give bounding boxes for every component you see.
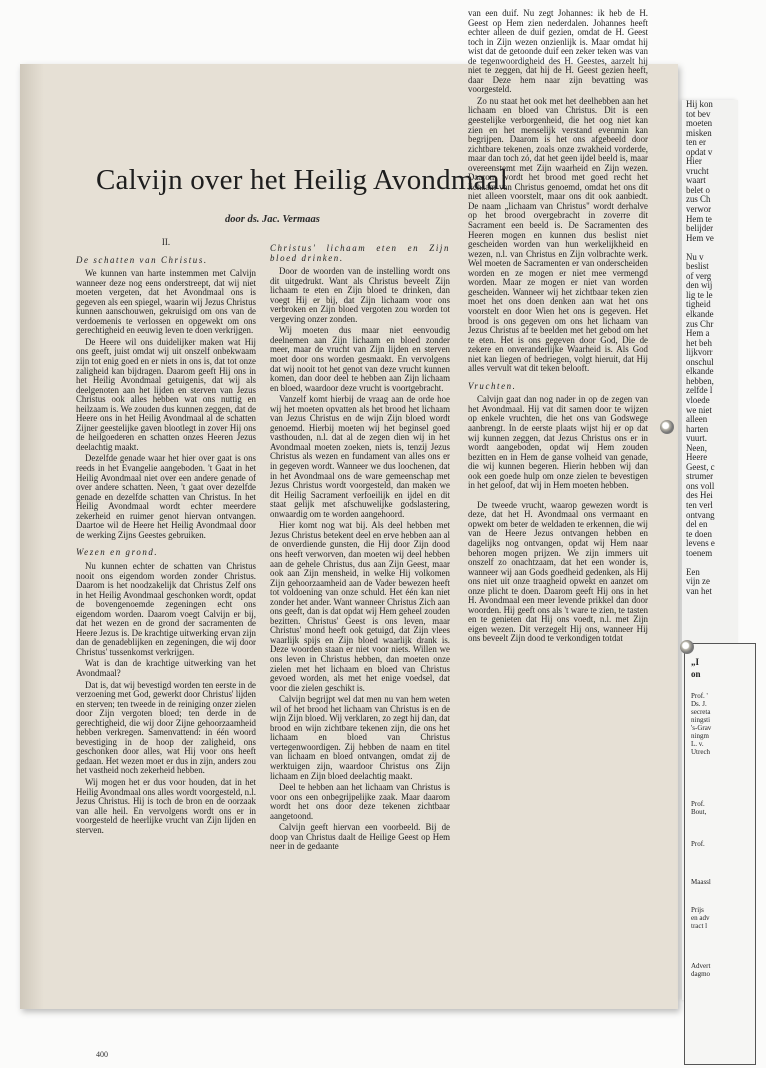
adjacent-line: Heere (686, 452, 708, 463)
adjacent-page-text (686, 100, 766, 596)
adjacent-line: ten verl (686, 499, 713, 510)
notice-line: „I (691, 657, 700, 667)
paragraph: Nu kunnen echter de schatten van Christus nooit ons eigendom worden zonder Christus. Daarom is het noodzakelijk dat Christus Zelf ons in het Heilig Avondmaal geschonken wordt, opdat de bovengenoemde zegeningen echt ons eigendom worden. Daarom voegt Calvijn er bij, dat het wezen en de grond der sacramenten de Heere Jezus is. De krachtige uitwerking ervan zijn dan de genadeblijken en zegeningen, die wij door Christus' tussenkomst verkrijgen. (76, 560, 256, 657)
adjacent-line: del en (686, 519, 708, 530)
subheading: Wezen en grond. (76, 547, 159, 558)
notice-line: Prof. ' (691, 692, 708, 700)
paragraph: Hier komt nog wat bij. Als deel hebben met Jezus Christus betekent deel en erve hebben aan al de onverdiende gunsten, die Hij door Zijn dood ons heeft verworven, dan moeten wij deel hebben aan de gehele Christus, dus aan Zijn Geest, maar ook aan Zijn mensheid, in welke Hij volkomen Zijn gehoorzaamheid aan de Vader bewezen heeft tot voldoening van onze schuld. Het één kan niet zonder het ander. Want wanneer Christus Zich aan ons geeft, dan is dat opdat wij Hem geheel zouden bezitten. Christus' Geest is ons leven, maar Christus' mond heeft ook getuigd, dat Zijn vlees waarlijk spijs en Zijn bloed waarlijk drank is. Deze woorden staan er niet voor niets. Willen we ons leven in Christus hebben, dan moeten onze zielen met het lichaam en bloed van Christus gevoed worden, als met het enige voedsel, dat voor die zielen geschikt is. (270, 520, 450, 693)
text-column-2 (270, 236, 450, 854)
paragraph: Door de woorden van de instelling wordt ons dit uitgedrukt. Want als Christus beveelt Zijn lichaam te eten en Zijn bloed te drinken, dan voegt Hij er bij, dat Zijn lichaam voor ons verbroken en Zijn bloed vergoten zou worden tot vergeving onzer zonden. (270, 266, 450, 324)
text-column-3 (468, 9, 648, 646)
paragraph: De Heere wil ons duidelijker maken wat Hij ons geeft, juist omdat wij uit onszelf onbekwaam zijn tot enig goed en er niets in ons is, dat tot onze zaligheid kan bijdragen. Daarom geeft Hij ons in het Heilig Avondmaal getuigenis, dat wij als deelgenoten aan het lijden en sterven van Jezus Christus ook alles hebben wat ons nuttig en heilzaam is. We zouden dus kunnen zeggen, dat de Heere ons in het Heilig Avondmaal al de schatten Zijner geestelijke gaven blootlegt in zover Hij ons de heilgoederen en schatten onzes Heeren Jezus deelachtig maakt. (76, 336, 257, 452)
adjacent-line: harten (686, 423, 709, 434)
paragraph: Dezelfde genade waar het hier over gaat is ons reeds in het Evangelie aangeboden. 't Gaat in het Heilig Avondmaal niet over een andere genade of over andere schatten. Neen, 't gaat over dezelfde genade en dezelfde schatten van Christus. In het Heilig Avondmaal wordt echter meerdere zekerheid en ruimer genot hiervan ontvangen. Daartoe wil de Heere het Heilig Avondmaal door de werking Zijns Geestes gebruiken. (76, 453, 256, 540)
notice-line: 's-Grav (691, 724, 712, 732)
notice-line: Maassl (691, 878, 711, 886)
adjacent-line: beslist (686, 261, 709, 272)
paragraph: Wij mogen het er dus voor houden, dat in het Heilig Avondmaal ons alles wordt voorgesteld, n.l. Jezus Christus. Hij is toch de bron en de oorzaak van alle heil. En vervolgens wordt ons er in voorgesteld de heerlijke vrucht van Zijn lijden en sterven. (76, 776, 256, 835)
magazine-page (20, 8, 678, 1059)
paragraph: Wat is dan de krachtige uitwerking van het Avondmaal? (76, 658, 256, 678)
text-column-1 (76, 230, 256, 837)
page-number: 400 (96, 1050, 108, 1059)
adjacent-line: toenem (686, 547, 713, 558)
adjacent-line: misken (686, 127, 712, 138)
subheading: Vruchten. (468, 380, 517, 391)
binding-hole-icon (680, 640, 694, 654)
binding-hole-icon (660, 420, 674, 434)
paragraph: Calvijn gaat dan nog nader in op de zegen van het Avondmaal. Hij vat dit samen door te wijzen op enkele vruchten, die het ons van Godswege aanbrengt. In de eerste plaats wijst hij er op dat wij kunnen zeggen, dat Jezus Christus ons er in wordt aangeboden, opdat wij Hem zouden bezitten en in Hem de ganse volheid van genade, die wij kunnen begeren. Hierin hebben wij dan ook een goede hulp om onze zielen te bevestigen in het geloof, dat wij in Hem moeten hebben. (468, 394, 648, 491)
adjacent-line: verwor (686, 204, 712, 215)
article-author: door ds. Jac. Vermaas (225, 214, 320, 225)
notice-line: dagmo (691, 970, 711, 978)
paragraph: van een duif. Nu zegt Johannes: ik heb de H. Geest op Hem zien nederdalen. Johannes heeft echter alleen de duif gezien, omdat de H. Geest toch in Zijn wezen onzienlijk is. Maar omdat hij wist dat de getoonde duif een zeker teken was van de tegenwoordigheid des H. Geestes, aarzelt hij niet te zeggen, dat hij de H. Geest gezien heeft, daar Deze hem naar zijn bevatting was voorgesteld. (468, 8, 648, 95)
notice-line: tract l (691, 922, 708, 930)
adjacent-line: ons voll (686, 480, 715, 491)
adjacent-line: moeten (686, 118, 713, 129)
notice-line: Utrech (691, 748, 711, 756)
adjacent-line: des Hei (686, 490, 713, 501)
adjacent-line: strumer (686, 471, 714, 482)
adjacent-line: belijder (686, 223, 714, 234)
adjacent-line: vuurt. (686, 433, 707, 444)
adjacent-line: we niet (686, 404, 712, 415)
adjacent-line: den wij (686, 280, 713, 291)
adjacent-line: belet o (686, 184, 710, 195)
adjacent-line: Hem te (686, 213, 712, 224)
notice-line: Prof. (691, 840, 705, 848)
notice-line: Prof. (691, 800, 705, 808)
adjacent-line: hebben, (686, 375, 714, 386)
adjacent-line: vijn ze (686, 576, 710, 587)
notice-line: ningsti (691, 716, 711, 724)
adjacent-line: zelfde l (686, 385, 713, 396)
adjacent-line: van het (686, 585, 712, 596)
adjacent-page (682, 100, 738, 1000)
paragraph: Zo nu staat het ook met het deelhebben aan het lichaam en bloed van Christus. Dit is een geestelijke verborgenheid, die het oog niet kan zien en het menselijk verstand evenmin kan begrijpen. Daarom is het ons afgebeeld door zichtbare tekenen, zoals onze zwakheid vorderde, maar dan toch zó, dat het geen ijdel beeld is, maar overeenstemt met Zijn waarheid en Zijn wezen. Daarom wordt het brood met goed recht het lichaam van Christus genoemd, omdat het ons dit niet alleen voorstelt, maar ons dit ook aanbiedt. De naam „lichaam van Christus" wordt derhalve op het brood overgebracht in zoverre dit Sacrament een beeld is. De Sacramenten des Heeren mogen en kunnen dus beslist niet gescheiden worden van hun werkelijkheid en wezen, n.l. van Christus en Zijn volbrachte werk. Wel moeten de Sacramenten er van onderscheiden worden en ze mogen er niet mee vermengd worden. Maar ze mogen er niet van worden gescheiden. Wanneer wij het zichtbaar teken zien moet het ons doen denken aan wat het ons voorstelt en door Wien het ons is gegeven. Het brood is ons gegeven om ons het lichaam van Jezus Christus af te beelden met het gebod om het te eten. Het is ons gegeven door God, Die de zekere en onveranderlijke Waarheid is. Als God niet kan liegen of bedriegen, volgt hieruit, dat Hij alles vervult wat dit teken belooft. (468, 95, 648, 374)
adjacent-line: lijkvorr (686, 347, 713, 358)
subheading: De schatten van Christus. (76, 254, 208, 265)
adjacent-line: of verg (686, 270, 712, 281)
adjacent-line: onschul (686, 356, 714, 367)
adjacent-line: Een (686, 566, 700, 577)
adjacent-line: opdat v (686, 146, 713, 157)
adjacent-line: te doen (686, 528, 712, 539)
notice-line: Advert (691, 962, 711, 970)
adjacent-line: vloede (686, 394, 710, 405)
adjacent-line: elkande (686, 309, 714, 320)
notice-line: Bout, (691, 808, 707, 816)
paragraph: Wij moeten dus maar niet eenvoudig deelnemen aan Zijn lichaam en bloed zonder meer, maar de vrucht van Zijn lijden en sterven moet door ons worden gesmaakt. En vervolgens dat wij nooit tot het genot van deze vrucht kunnen komen, dan door deel te hebben aan Zijn lichaam en bloed, waardoor deze vrucht is voortgebracht. (270, 325, 450, 393)
paragraph: Vanzelf komt hierbij de vraag aan de orde hoe wij het moeten opvatten als het brood het lichaam van Jezus Christus en de wijn Zijn bloed wordt genoemd. Hierbij moeten wij het beginsel goed vasthouden, n.l. dat al de zegen dien wij in het Avondmaal moeten zoeken, niets is, tenzij Jezus Christus als wezen en fundament van alles ons er in gegeven wordt. Wanneer we dus loochenen, dat in het Avondmaal ons de ware gemeenschap met Jezus Christus wordt voorgesteld, dan maken we dit Heilig Sacrament verfoeilijk en ijdel en dit staat gelijk met afschuwelijke godslastering, onwaardig om te worden aangehoord. (270, 394, 450, 519)
adjacent-line: Neen, (686, 442, 707, 453)
adjacent-line: Hij kon (686, 99, 713, 109)
adjacent-line: Hem ve (686, 232, 714, 243)
adjacent-line: tigheid (686, 299, 711, 310)
paragraph: Dat is, dat wij bevestigd worden ten eerste in de verzoening met God, gewerkt door Christus' lijden en sterven; ten tweede in de reiniging onzer zielen door Zijn vergoten bloed; ten derde in de gerechtigheid, die wij door Zijne gehoorzaamheid hebben verkregen. Samenvattend: in één woord bevestiging in de hoop der zaligheid, ons geschonken door alles, wat Hij voor ons heeft gedaan. Het wezen moet er dus in zijn, anders zou het vastheid noch zekerheid hebben. (76, 679, 256, 776)
adjacent-line: het beh (686, 337, 712, 348)
adjacent-line: levens e (686, 538, 715, 549)
paragraph: Calvijn begrijpt wel dat men nu van hem weten wil of het brood het lichaam van Christus is en de wijn Zijn bloed. Wij verklaren, zo zegt hij dan, dat brood en wijn zichtbare tekenen zijn, die ons het lichaam en bloed van Christus vertegenwoordigen. Zij hebben de naam en titel van lichaam en bloed ontvangen, omdat zij de werktuigen zijn, waardoor Christus ons Zijn lichaam en Zijn bloed deelachtig maakt. (270, 694, 450, 781)
adjacent-page-notice-box (684, 643, 756, 1065)
article-title: Calvijn over het Heilig Avondmaal (96, 164, 508, 196)
paragraph: Calvijn geeft hiervan een voorbeeld. Bij de doop van Christus daalt de Heilige Geest op Hem neer in de gedaante (270, 822, 450, 852)
notice-line: L. v. (691, 740, 704, 748)
paragraph: We kunnen van harte instemmen met Calvijn wanneer deze nog eens onderstreept, dat wij niet moeten vergeten, dat het Avondmaal ons is gegeven als een spiegel, waarin wij Jezus Christus kunnen aanschouwen, gekruisigd om ons van de verdoemenis te verlossen en opgewekt om ons gerechtigheid en eeuwig leven te doen verkrijgen. (76, 268, 256, 336)
adjacent-line: waart (686, 175, 706, 186)
adjacent-line: vrucht (686, 165, 709, 176)
notice-line: on (691, 669, 701, 679)
adjacent-line: lig te le (686, 289, 713, 300)
adjacent-line: zus Ch (686, 194, 711, 205)
notice-line: en adv (691, 914, 710, 922)
adjacent-line: Nu v (686, 251, 704, 262)
section-number: II. (161, 237, 171, 247)
adjacent-line: elkande (686, 366, 714, 377)
spacer (468, 493, 648, 499)
notice-line: Prijs (691, 906, 704, 914)
adjacent-line: Hem a (686, 328, 710, 339)
adjacent-line: ontvang (686, 509, 715, 520)
notice-line: Ds. J. (691, 700, 707, 708)
adjacent-line: tot bev (686, 108, 711, 119)
subheading: Christus' lichaam eten en Zijn bloed drinken. (270, 243, 450, 263)
paragraph: De tweede vrucht, waarop gewezen wordt is deze, dat het H. Avondmaal ons vermaant en opwekt om beter de weldaden te erkennen, die wij van de Heere Jezus ontvangen hebben en dagelijks nog ontvangen, opdat wij Hem naar behoren mogen prijzen. We zijn immers uit onszelf zo onachtzaam, dat het een wonder is, wanneer wij aan Gods goedheid gedenken, als Hij ons niet uit onze traagheid opwekt en aanzet om onze plicht te doen. Daarom geeft Hij ons in het H. Avondmaal een meer levende prikkel dan door woorden. Hij geeft ons als 't ware te zien, te tasten en te genieten dat Hij ons voedt, n.l. met Zijn eigen wezen. Dit verzegelt Hij ons, wanneer Hij ons beveelt Zijn dood te verkondigen totdat (468, 499, 648, 644)
adjacent-line: ten er (686, 137, 706, 148)
adjacent-line: Geest, c (686, 461, 715, 472)
notice-line: ningm (691, 732, 709, 740)
paragraph: Deel te hebben aan het lichaam van Christus is voor ons een onbegrijpelijke zaak. Maar daarom wordt het ons door deze tekenen zichtbaar aangetoond. (270, 782, 450, 821)
adjacent-line: alleen (686, 414, 708, 425)
notice-line: secreta (691, 708, 711, 716)
adjacent-line: Hier (686, 156, 702, 167)
adjacent-line: zus Chr (686, 318, 714, 329)
